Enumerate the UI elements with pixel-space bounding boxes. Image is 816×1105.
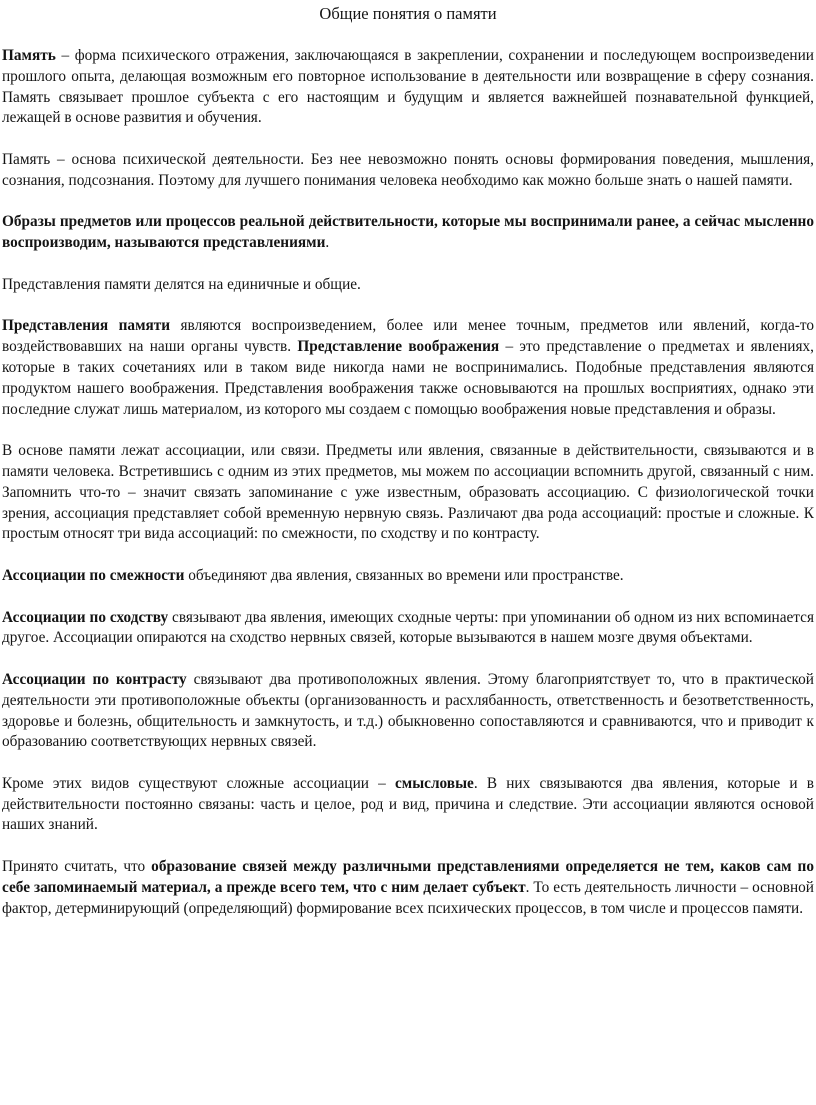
- spacer: [2, 129, 814, 150]
- term-contrast-associations: Ассоциации по контрасту: [2, 670, 187, 688]
- spacer: [2, 545, 814, 566]
- paragraph-text: Кроме этих видов существуют сложные ассоциации –: [2, 774, 396, 792]
- paragraph-associations: [2, 441, 814, 545]
- paragraph-text: связывают два явления, имеющих сходные черты: при упоминании об одном из них вспоминается другое. Ассоциации опираются на сходство нервных связей, которые вызываются в нашем мозге двумя объектами.: [2, 608, 814, 647]
- spacer: [2, 192, 814, 213]
- paragraph-text: – это представление о предметах и явлениях, которые в таких сочетаниях или в таком виде никогда нами не воспринимались. Подобные представления являются продуктом нашего воображения. Представления воображения также основываются на прошлых восприятиях, однако эти последние служат лишь материалом, из которого мы создаем с помощью воображения новые представления и образы.: [2, 338, 814, 418]
- paragraph-representations-types: [2, 275, 814, 296]
- paragraph-conclusion: [2, 857, 814, 919]
- paragraph-text: объединяют два явления, связанных во времени или пространстве.: [184, 566, 624, 584]
- paragraph-contrast: [2, 670, 814, 753]
- spacer: [2, 420, 814, 441]
- term-similarity-associations: Ассоциации по сходству: [2, 608, 169, 626]
- spacer: [2, 753, 814, 774]
- paragraph-semantic-associations: [2, 774, 814, 836]
- paragraph-text: Память – основа психической деятельности. Без нее невозможно понять основы формирования поведения, мышления, сознания, подсознания. Поэтому для лучшего понимания человека необходимо как можно больше знать о нашей памяти.: [2, 150, 814, 189]
- spacer: [2, 296, 814, 317]
- paragraph-text: В основе памяти лежат ассоциации, или связи. Предметы или явления, связанные в действительности, связываются и в памяти человека. Встретившись с одним из этих предметов, мы можем по ассоциации вспомнить другой, связанный с ним. Запомнить что-то – значит связать запоминание с уже известным, образовать ассоциацию. С физиологической точки зрения, ассоциация представляет собой временную нервную связь. Различают два рода ассоциаций: простые и сложные. К простым относят три вида ассоциаций: по смежности, по сходству и по контрасту.: [2, 442, 814, 543]
- paragraph-memory-basis: [2, 150, 814, 192]
- paragraph-similarity: [2, 608, 814, 650]
- term-imagination-representation: Представление воображения: [297, 338, 500, 356]
- representations-definition-bold: Образы предметов или процессов реальной действительности, которые мы воспринимали ранее, а сейчас мысленно воспроизводим, называются представлениями: [2, 213, 814, 252]
- spacer: [2, 587, 814, 608]
- paragraph-text: – форма психического отражения, заключающаяся в закреплении, сохранении и последующем воспроизведении прошлого опыта, делающая возможным его повторное использование в деятельности или возвращение в сферу сознания. Память связывает прошлое субъекта с его настоящим и будущим и является важнейшей познавательной функцией, лежащей в основе развития и обучения.: [2, 47, 814, 127]
- term-contiguity-associations: Ассоциации по смежности: [2, 566, 185, 584]
- term-memory: Память: [2, 47, 56, 64]
- paragraph-representations-definition: [2, 212, 814, 254]
- spacer: [2, 28, 814, 46]
- document-title: Общие понятия о памяти: [319, 4, 497, 23]
- paragraph-text: связывают два противоположных явления. Этому благоприятствует то, что в практической деятельности эти противоположные объекты (организованность и расхлябанность, ответственность и безответственность, здоровье и болезнь, общительность и замкнутость, и т.д.) обыкновенно сопоставляются и сравниваются, что и приводит к образованию соответствующих нервных связей.: [2, 670, 814, 751]
- term-semantic: смысловые: [395, 774, 474, 792]
- conclusion-bold: образование связей между различными представлениями определяется не тем, каков сам по себе запоминаемый материал, а прежде всего тем, что с ним делает субъект: [2, 858, 814, 896]
- paragraph-text: . В них связываются два явления, которые и в действительности постоянно связаны: часть и целое, род и вид, причина и следствие. Эти ассоциации являются основой наших знаний.: [2, 774, 814, 834]
- paragraph-memory-definition: [2, 46, 814, 129]
- term-memory-representations: Представления памяти: [2, 317, 171, 335]
- paragraph-text: Принято считать, что: [2, 858, 152, 876]
- paragraph-text: являются воспроизведением, более или менее точным, предметов или явлений, когда-то воздействовавших на наши органы чувств.: [2, 317, 815, 356]
- paragraph-text: .: [325, 234, 330, 252]
- paragraph-contiguity: [2, 566, 814, 587]
- paragraph-text: . То есть деятельность личности – основной фактор, детерминирующий (определяющий) формирование всех психических процессов, в том числе и процессов памяти.: [2, 878, 814, 917]
- spacer: [2, 836, 814, 857]
- spacer: [2, 254, 814, 275]
- paragraph-memory-vs-imagination: [2, 316, 814, 420]
- paragraph-text: Представления памяти делятся на единичные и общие.: [2, 275, 361, 293]
- spacer: [2, 649, 814, 670]
